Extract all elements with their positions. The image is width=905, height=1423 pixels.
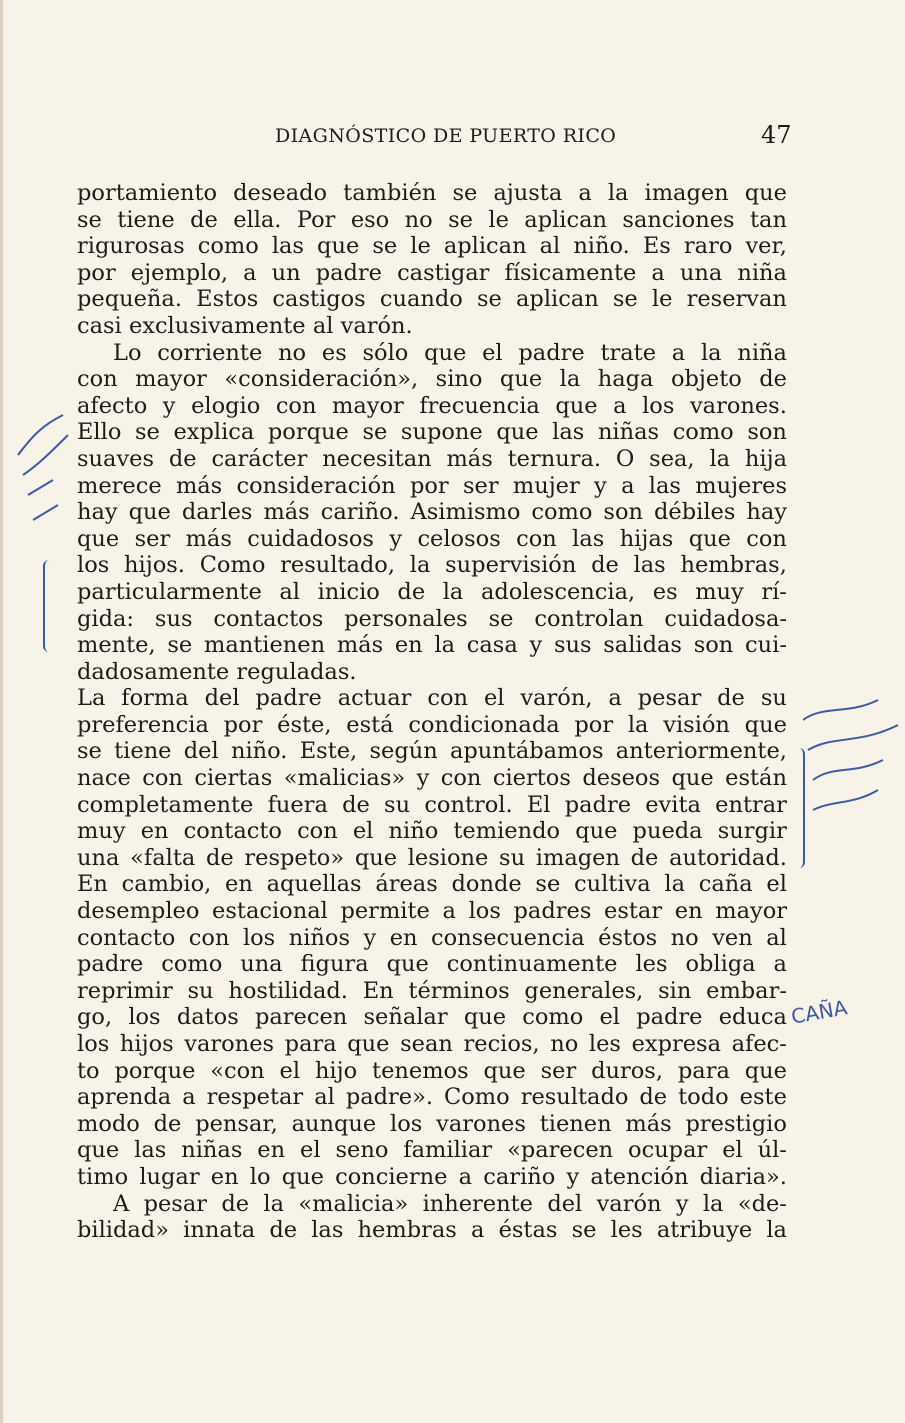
- text-line: aprenda a respetar al padre». Como resultado de todo este: [77, 1084, 787, 1111]
- text-line: se tiene de ella. Por eso no se le aplican sanciones tan: [77, 206, 787, 233]
- body-text: [77, 180, 787, 1244]
- text-line: con mayor «consideración», sino que la haga objeto de: [77, 366, 787, 393]
- text-line: A pesar de la «malicia» inherente del varón y la «de-: [113, 1190, 787, 1217]
- text-line: los hijos. Como resultado, la supervisión de las hembras,: [77, 552, 787, 579]
- text-line: La forma del padre actuar con el varón, a pesar de su: [77, 685, 787, 712]
- text-line: rigurosas como las que se le aplican al niño. Es raro ver,: [77, 233, 787, 260]
- margin-bracket-left: [43, 560, 55, 652]
- text-line: mente, se mantienen más en la casa y sus salidas son cui-: [77, 632, 787, 659]
- text-line: to porque «con el hijo tenemos que ser duros, para que: [77, 1057, 787, 1084]
- text-line: desempleo estacional permite a los padres estar en mayor: [77, 898, 787, 925]
- text-line: portamiento deseado también se ajusta a la imagen que: [77, 180, 787, 206]
- text-line: por ejemplo, a un padre castigar físicamente a una niña: [77, 259, 787, 286]
- text-line: reprimir su hostilidad. En términos generales, sin embar-: [77, 977, 787, 1004]
- text-line: completamente fuera de su control. El padre evita entrar: [77, 791, 787, 818]
- running-head: [3, 121, 905, 155]
- text-line: los hijos varones para que sean recios, no les expresa afec-: [77, 1031, 787, 1057]
- text-line: Lo corriente no es sólo que el padre trate a la niña: [113, 339, 787, 366]
- text-line: afecto y elogio con mayor frecuencia que a los varones.: [77, 392, 787, 419]
- text-line: En cambio, en aquellas áreas donde se cultiva la caña el: [77, 871, 787, 898]
- running-title: DIAGNÓSTICO DE PUERTO RICO: [275, 125, 617, 147]
- text-line: pequeña. Estos castigos cuando se aplican se le reservan: [77, 286, 787, 313]
- margin-scribble-left: [8, 395, 78, 535]
- text-line: timo lugar en lo que concierne a cariño y atención diaria».: [77, 1163, 787, 1190]
- text-line: se tiene del niño. Este, según apuntábamos anteriormente,: [77, 738, 787, 765]
- text-line: casi exclusivamente al varón.: [77, 312, 413, 339]
- text-line: bilidad» innata de las hembras a éstas se les atribuye la: [77, 1217, 787, 1244]
- margin-scribble-right: [798, 690, 905, 830]
- text-line: merece más consideración por ser mujer y a las mujeres: [77, 472, 787, 499]
- text-line: particularmente al inicio de la adolescencia, es muy rí-: [77, 578, 787, 605]
- text-line: hay que darles más cariño. Asimismo como son débiles hay: [77, 499, 787, 526]
- text-line: modo de pensar, aunque los varones tienen más prestigio: [77, 1110, 787, 1137]
- text-line: que ser más cuidadosos y celosos con las hijas que con: [77, 525, 787, 552]
- text-line: muy en contacto con el niño temiendo que pueda surgir: [77, 818, 787, 845]
- text-line: padre como una figura que continuamente les obliga a: [77, 951, 787, 978]
- text-line: Ello se explica porque se supone que las niñas como son: [77, 419, 787, 446]
- handwritten-note-cana: CAÑA: [789, 995, 849, 1029]
- text-line: dadosamente reguladas.: [77, 658, 357, 685]
- page-number: 47: [761, 121, 792, 149]
- text-line: suaves de carácter necesitan más ternura. O sea, la hija: [77, 445, 787, 472]
- text-line: nace con ciertas «malicias» y con ciertos deseos que están: [77, 765, 787, 792]
- text-line: go, los datos parecen señalar que como el padre educa: [77, 1004, 787, 1031]
- text-line: preferencia por éste, está condicionada por la visión que: [77, 711, 787, 738]
- text-line: una «falta de respeto» que lesione su imagen de autoridad.: [77, 844, 787, 871]
- text-line: contacto con los niños y en consecuencia éstos no ven al: [77, 924, 787, 951]
- text-line: que las niñas en el seno familiar «parecen ocupar el úl-: [77, 1137, 787, 1164]
- text-line: gida: sus contactos personales se controlan cuidadosa-: [77, 605, 787, 632]
